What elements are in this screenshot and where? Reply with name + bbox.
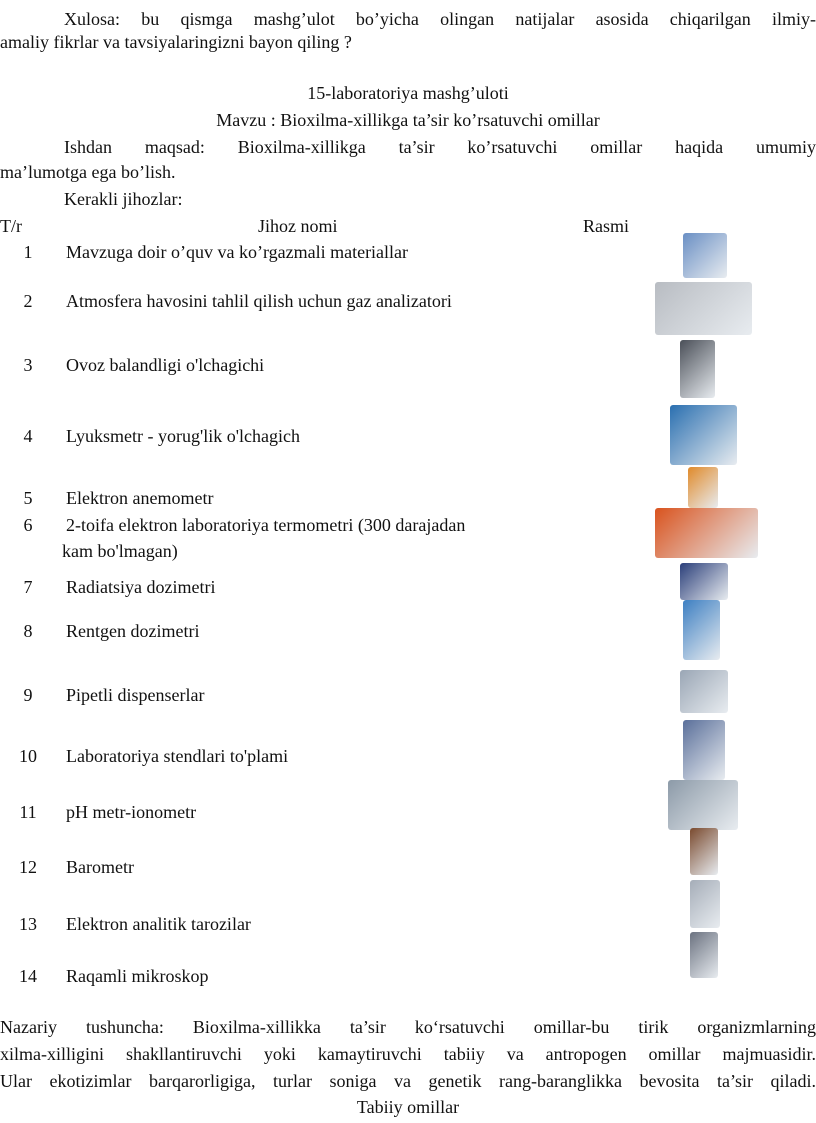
- row-number: 14: [19, 966, 37, 986]
- goal-line-1: Ishdan maqsad: Bioxilma-xillikga ta’sir ko’rsatuvchi omillar haqida umumiy: [64, 137, 816, 157]
- row-number: 3: [23, 355, 33, 375]
- header-name: Jihoz nomi: [258, 216, 338, 236]
- goal-line-2: ma’lumotga ega bo’lish.: [0, 162, 176, 182]
- equipment-image: [680, 563, 728, 600]
- equipment-image: [683, 233, 727, 278]
- equipment-image: [688, 467, 718, 508]
- theory-line-1: Nazariy tushuncha: Bioxilma-xillikka ta’sir ko‘rsatuvchi omillar-bu tirik organizmlarning: [0, 1017, 816, 1037]
- conclusion-line-1: Xulosa: bu qismga mashg’ulot bo’yicha olingan natijalar asosida chiqarilgan ilmiy-: [64, 9, 816, 29]
- row-equipment-name: Rentgen dozimetri: [66, 621, 200, 641]
- row-number: 6: [23, 515, 33, 535]
- row-number: 10: [19, 746, 37, 766]
- row-equipment-name: Barometr: [66, 857, 134, 877]
- row-number: 8: [23, 621, 33, 641]
- equipment-image: [683, 720, 725, 780]
- equipment-image: [655, 508, 758, 558]
- row-equipment-name: Raqamli mikroskop: [66, 966, 209, 986]
- row-number: 5: [23, 488, 33, 508]
- row-equipment-name: Elektron analitik tarozilar: [66, 914, 251, 934]
- lab-title: 15-laboratoriya mashg’uloti: [307, 83, 509, 103]
- theory-line-3: Ular ekotizimlar barqarorligiga, turlar soniga va genetik rang-baranglikka bevosita ta’sir qiladi.: [0, 1071, 816, 1091]
- equipment-image: [690, 932, 718, 978]
- row-number: 1: [23, 242, 33, 262]
- row-number: 9: [23, 685, 33, 705]
- row-equipment-name: Elektron anemometr: [66, 488, 214, 508]
- row-equipment-name: Radiatsiya dozimetri: [66, 577, 216, 597]
- row-equipment-name-cont: kam bo'lmagan): [62, 541, 178, 561]
- header-picture: Rasmi: [583, 216, 630, 236]
- row-equipment-name: Pipetli dispenserlar: [66, 685, 205, 705]
- topic: Mavzu : Bioxilma-xillikga ta’sir ko’rsatuvchi omillar: [216, 110, 600, 130]
- row-number: 4: [23, 426, 33, 446]
- equipment-image: [690, 828, 718, 875]
- row-equipment-name: Mavzuga doir o’quv va ko’rgazmali materiallar: [66, 242, 409, 262]
- equipment-label: Kerakli jihozlar:: [64, 189, 183, 209]
- equipment-image: [655, 282, 752, 335]
- equipment-image: [668, 780, 738, 830]
- equipment-image: [670, 405, 737, 465]
- row-equipment-name: pH metr-ionometr: [66, 802, 197, 822]
- row-equipment-name: Atmosfera havosini tahlil qilish uchun gaz analizatori: [66, 291, 452, 311]
- row-equipment-name: Ovoz balandligi o'lchagichi: [66, 355, 265, 375]
- theory-line-2: xilma-xilligini shakllantiruvchi yoki kamaytiruvchi tabiiy va antropogen omillar majmuasidir.: [0, 1044, 816, 1064]
- equipment-image: [680, 670, 728, 713]
- conclusion-line-2: amaliy fikrlar va tavsiyalaringizni bayon qiling ?: [0, 32, 352, 52]
- next-heading: Tabiiy omillar: [356, 1097, 460, 1117]
- row-number: 7: [23, 577, 33, 597]
- row-number: 13: [19, 914, 37, 934]
- equipment-image: [680, 340, 715, 398]
- header-number: T/r: [0, 216, 22, 236]
- row-equipment-name: 2-toifa elektron laboratoriya termometri (300 darajadan: [66, 515, 466, 535]
- row-number: 2: [23, 291, 33, 311]
- equipment-image: [690, 880, 720, 928]
- row-number: 12: [19, 857, 37, 877]
- row-equipment-name: Lyuksmetr - yorug'lik o'lchagich: [66, 426, 300, 446]
- equipment-image: [683, 600, 720, 660]
- row-number: 11: [19, 802, 37, 822]
- row-equipment-name: Laboratoriya stendlari to'plami: [66, 746, 289, 766]
